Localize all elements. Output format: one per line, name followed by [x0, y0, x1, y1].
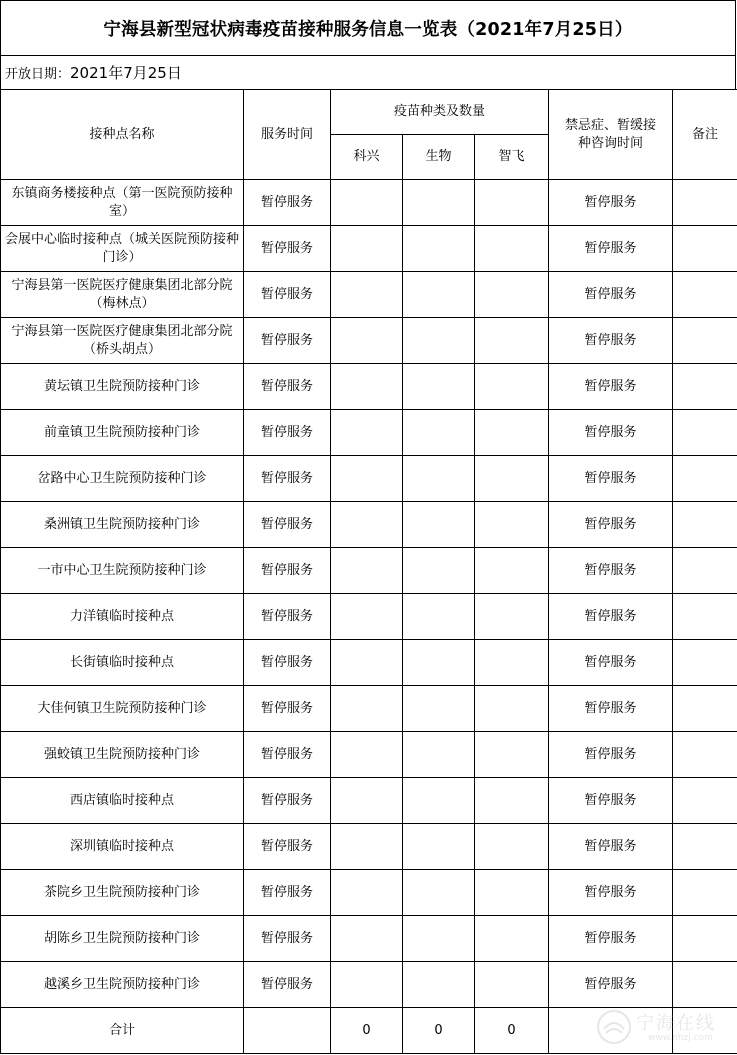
site-name-cell: 桑洲镇卫生院预防接种门诊 [1, 502, 244, 548]
service-time-cell: 暂停服务 [244, 594, 331, 640]
zhifei-cell [475, 226, 549, 272]
site-name-cell: 胡陈乡卫生院预防接种门诊 [1, 916, 244, 962]
table-row [1, 778, 737, 824]
total-kexing-cell: 0 [331, 1008, 403, 1054]
service-time-cell: 暂停服务 [244, 318, 331, 364]
remark-cell [673, 870, 737, 916]
consult-time-cell: 暂停服务 [549, 778, 673, 824]
consult-time-cell: 暂停服务 [549, 318, 673, 364]
shengwu-cell [403, 732, 475, 778]
service-time-cell: 暂停服务 [244, 364, 331, 410]
service-time-cell: 暂停服务 [244, 272, 331, 318]
remark-cell [673, 318, 737, 364]
remark-cell [673, 594, 737, 640]
table-row [1, 640, 737, 686]
consult-time-cell: 暂停服务 [549, 732, 673, 778]
zhifei-cell [475, 962, 549, 1008]
table-row [1, 502, 737, 548]
table-row [1, 732, 737, 778]
header-row-1 [1, 90, 737, 135]
shengwu-cell [403, 364, 475, 410]
shengwu-cell [403, 272, 475, 318]
table-row [1, 272, 737, 318]
site-name-cell: 长街镇临时接种点 [1, 640, 244, 686]
shengwu-cell [403, 226, 475, 272]
table-row [1, 962, 737, 1008]
table-row [1, 180, 737, 226]
shengwu-cell [403, 502, 475, 548]
service-time-cell: 暂停服务 [244, 180, 331, 226]
site-name-cell: 宁海县第一医院医疗健康集团北部分院（梅林点） [1, 272, 244, 318]
service-time-cell: 暂停服务 [244, 778, 331, 824]
zhifei-cell [475, 410, 549, 456]
watermark-url: www.nhzj.com [648, 1033, 713, 1043]
total-zhifei-cell: 0 [475, 1008, 549, 1054]
zhifei-cell [475, 272, 549, 318]
shengwu-cell [403, 410, 475, 456]
zhifei-cell [475, 778, 549, 824]
consult-time-cell: 暂停服务 [549, 226, 673, 272]
kexing-cell [331, 778, 403, 824]
kexing-cell [331, 318, 403, 364]
table-row [1, 916, 737, 962]
remark-cell [673, 364, 737, 410]
shengwu-cell [403, 870, 475, 916]
zhifei-cell [475, 594, 549, 640]
remark-cell [673, 916, 737, 962]
consult-time-cell: 暂停服务 [549, 640, 673, 686]
kexing-cell [331, 272, 403, 318]
site-name-cell: 强蛟镇卫生院预防接种门诊 [1, 732, 244, 778]
sheet-title [0, 0, 736, 56]
consult-time-cell: 暂停服务 [549, 824, 673, 870]
site-name-cell: 东镇商务楼接种点（第一医院预防接种室） [1, 180, 244, 226]
total-service-cell [244, 1008, 331, 1054]
kexing-cell [331, 180, 403, 226]
shengwu-cell [403, 548, 475, 594]
remark-cell [673, 272, 737, 318]
kexing-cell [331, 870, 403, 916]
kexing-cell [331, 640, 403, 686]
watermark-logo-icon [594, 1007, 634, 1047]
table-row [1, 870, 737, 916]
remark-cell [673, 962, 737, 1008]
consult-time-cell: 暂停服务 [549, 870, 673, 916]
remark-cell [673, 456, 737, 502]
zhifei-cell [475, 364, 549, 410]
shengwu-cell [403, 686, 475, 732]
kexing-cell [331, 456, 403, 502]
remark-cell [673, 640, 737, 686]
total-label-cell: 合计 [1, 1008, 244, 1054]
table-row [1, 226, 737, 272]
kexing-cell [331, 732, 403, 778]
kexing-cell [331, 226, 403, 272]
shengwu-cell [403, 962, 475, 1008]
site-name-cell: 西店镇临时接种点 [1, 778, 244, 824]
kexing-cell [331, 916, 403, 962]
shengwu-cell [403, 594, 475, 640]
shengwu-cell [403, 640, 475, 686]
kexing-cell [331, 364, 403, 410]
kexing-cell [331, 594, 403, 640]
remark-cell [673, 502, 737, 548]
shengwu-cell [403, 318, 475, 364]
service-time-cell: 暂停服务 [244, 732, 331, 778]
header-vaccine-group: 疫苗种类及数量 [331, 90, 549, 135]
service-time-cell: 暂停服务 [244, 548, 331, 594]
kexing-cell [331, 502, 403, 548]
kexing-cell [331, 824, 403, 870]
vaccination-table [0, 89, 737, 1054]
remark-cell [673, 226, 737, 272]
service-time-cell: 暂停服务 [244, 824, 331, 870]
kexing-cell [331, 962, 403, 1008]
header-service-time: 服务时间 [244, 90, 331, 180]
table-row [1, 364, 737, 410]
remark-cell [673, 410, 737, 456]
service-time-cell: 暂停服务 [244, 686, 331, 732]
consult-time-cell: 暂停服务 [549, 502, 673, 548]
open-date-label: 开放日期： [5, 67, 71, 82]
zhifei-cell [475, 548, 549, 594]
table-row [1, 548, 737, 594]
table-row [1, 594, 737, 640]
table-row [1, 410, 737, 456]
site-name-cell: 黄坛镇卫生院预防接种门诊 [1, 364, 244, 410]
open-date-value: 2021年7月25日 [70, 64, 182, 82]
header-zhifei: 智飞 [475, 135, 549, 180]
service-time-cell: 暂停服务 [244, 410, 331, 456]
consult-time-cell: 暂停服务 [549, 594, 673, 640]
zhifei-cell [475, 916, 549, 962]
consult-time-cell: 暂停服务 [549, 548, 673, 594]
header-shengwu: 生物 [403, 135, 475, 180]
service-time-cell: 暂停服务 [244, 226, 331, 272]
site-name-cell: 力洋镇临时接种点 [1, 594, 244, 640]
shengwu-cell [403, 180, 475, 226]
service-time-cell: 暂停服务 [244, 870, 331, 916]
service-time-cell: 暂停服务 [244, 502, 331, 548]
remark-cell [673, 548, 737, 594]
sheet-title-text: 宁海县新型冠状病毒疫苗接种服务信息一览表（2021年7月25日） [103, 19, 633, 40]
zhifei-cell [475, 640, 549, 686]
open-date-row [0, 56, 736, 89]
table-row [1, 686, 737, 732]
remark-cell [673, 180, 737, 226]
zhifei-cell [475, 870, 549, 916]
service-time-cell: 暂停服务 [244, 456, 331, 502]
remark-cell [673, 778, 737, 824]
consult-time-cell: 暂停服务 [549, 180, 673, 226]
header-remark: 备注 [673, 90, 737, 180]
remark-cell [673, 824, 737, 870]
site-name-cell: 会展中心临时接种点（城关医院预防接种门诊） [1, 226, 244, 272]
consult-time-cell: 暂停服务 [549, 456, 673, 502]
site-name-cell: 岔路中心卫生院预防接种门诊 [1, 456, 244, 502]
shengwu-cell [403, 824, 475, 870]
header-site: 接种点名称 [1, 90, 244, 180]
service-time-cell: 暂停服务 [244, 916, 331, 962]
site-name-cell: 茶院乡卫生院预防接种门诊 [1, 870, 244, 916]
site-name-cell: 深圳镇临时接种点 [1, 824, 244, 870]
header-consult-text: 禁忌症、暂缓接种咨询时间 [565, 117, 657, 151]
header-consult [549, 90, 673, 180]
site-name-cell: 大佳何镇卫生院预防接种门诊 [1, 686, 244, 732]
zhifei-cell [475, 456, 549, 502]
service-time-cell: 暂停服务 [244, 640, 331, 686]
zhifei-cell [475, 732, 549, 778]
header-kexing: 科兴 [331, 135, 403, 180]
table-row [1, 824, 737, 870]
site-name-cell: 前童镇卫生院预防接种门诊 [1, 410, 244, 456]
shengwu-cell [403, 456, 475, 502]
consult-time-cell: 暂停服务 [549, 962, 673, 1008]
zhifei-cell [475, 318, 549, 364]
zhifei-cell [475, 686, 549, 732]
total-shengwu-cell: 0 [403, 1008, 475, 1054]
zhifei-cell [475, 824, 549, 870]
shengwu-cell [403, 916, 475, 962]
consult-time-cell: 暂停服务 [549, 410, 673, 456]
consult-time-cell: 暂停服务 [549, 916, 673, 962]
consult-time-cell: 暂停服务 [549, 364, 673, 410]
kexing-cell [331, 548, 403, 594]
consult-time-cell: 暂停服务 [549, 272, 673, 318]
site-name-cell: 一市中心卫生院预防接种门诊 [1, 548, 244, 594]
shengwu-cell [403, 778, 475, 824]
kexing-cell [331, 686, 403, 732]
watermark-text: 宁海在线 [636, 1013, 716, 1034]
service-time-cell: 暂停服务 [244, 962, 331, 1008]
remark-cell [673, 732, 737, 778]
watermark [594, 1007, 729, 1049]
site-name-cell: 宁海县第一医院医疗健康集团北部分院（桥头胡点） [1, 318, 244, 364]
table-row [1, 456, 737, 502]
table-row [1, 318, 737, 364]
kexing-cell [331, 410, 403, 456]
site-name-cell: 越溪乡卫生院预防接种门诊 [1, 962, 244, 1008]
zhifei-cell [475, 502, 549, 548]
remark-cell [673, 686, 737, 732]
consult-time-cell: 暂停服务 [549, 686, 673, 732]
zhifei-cell [475, 180, 549, 226]
